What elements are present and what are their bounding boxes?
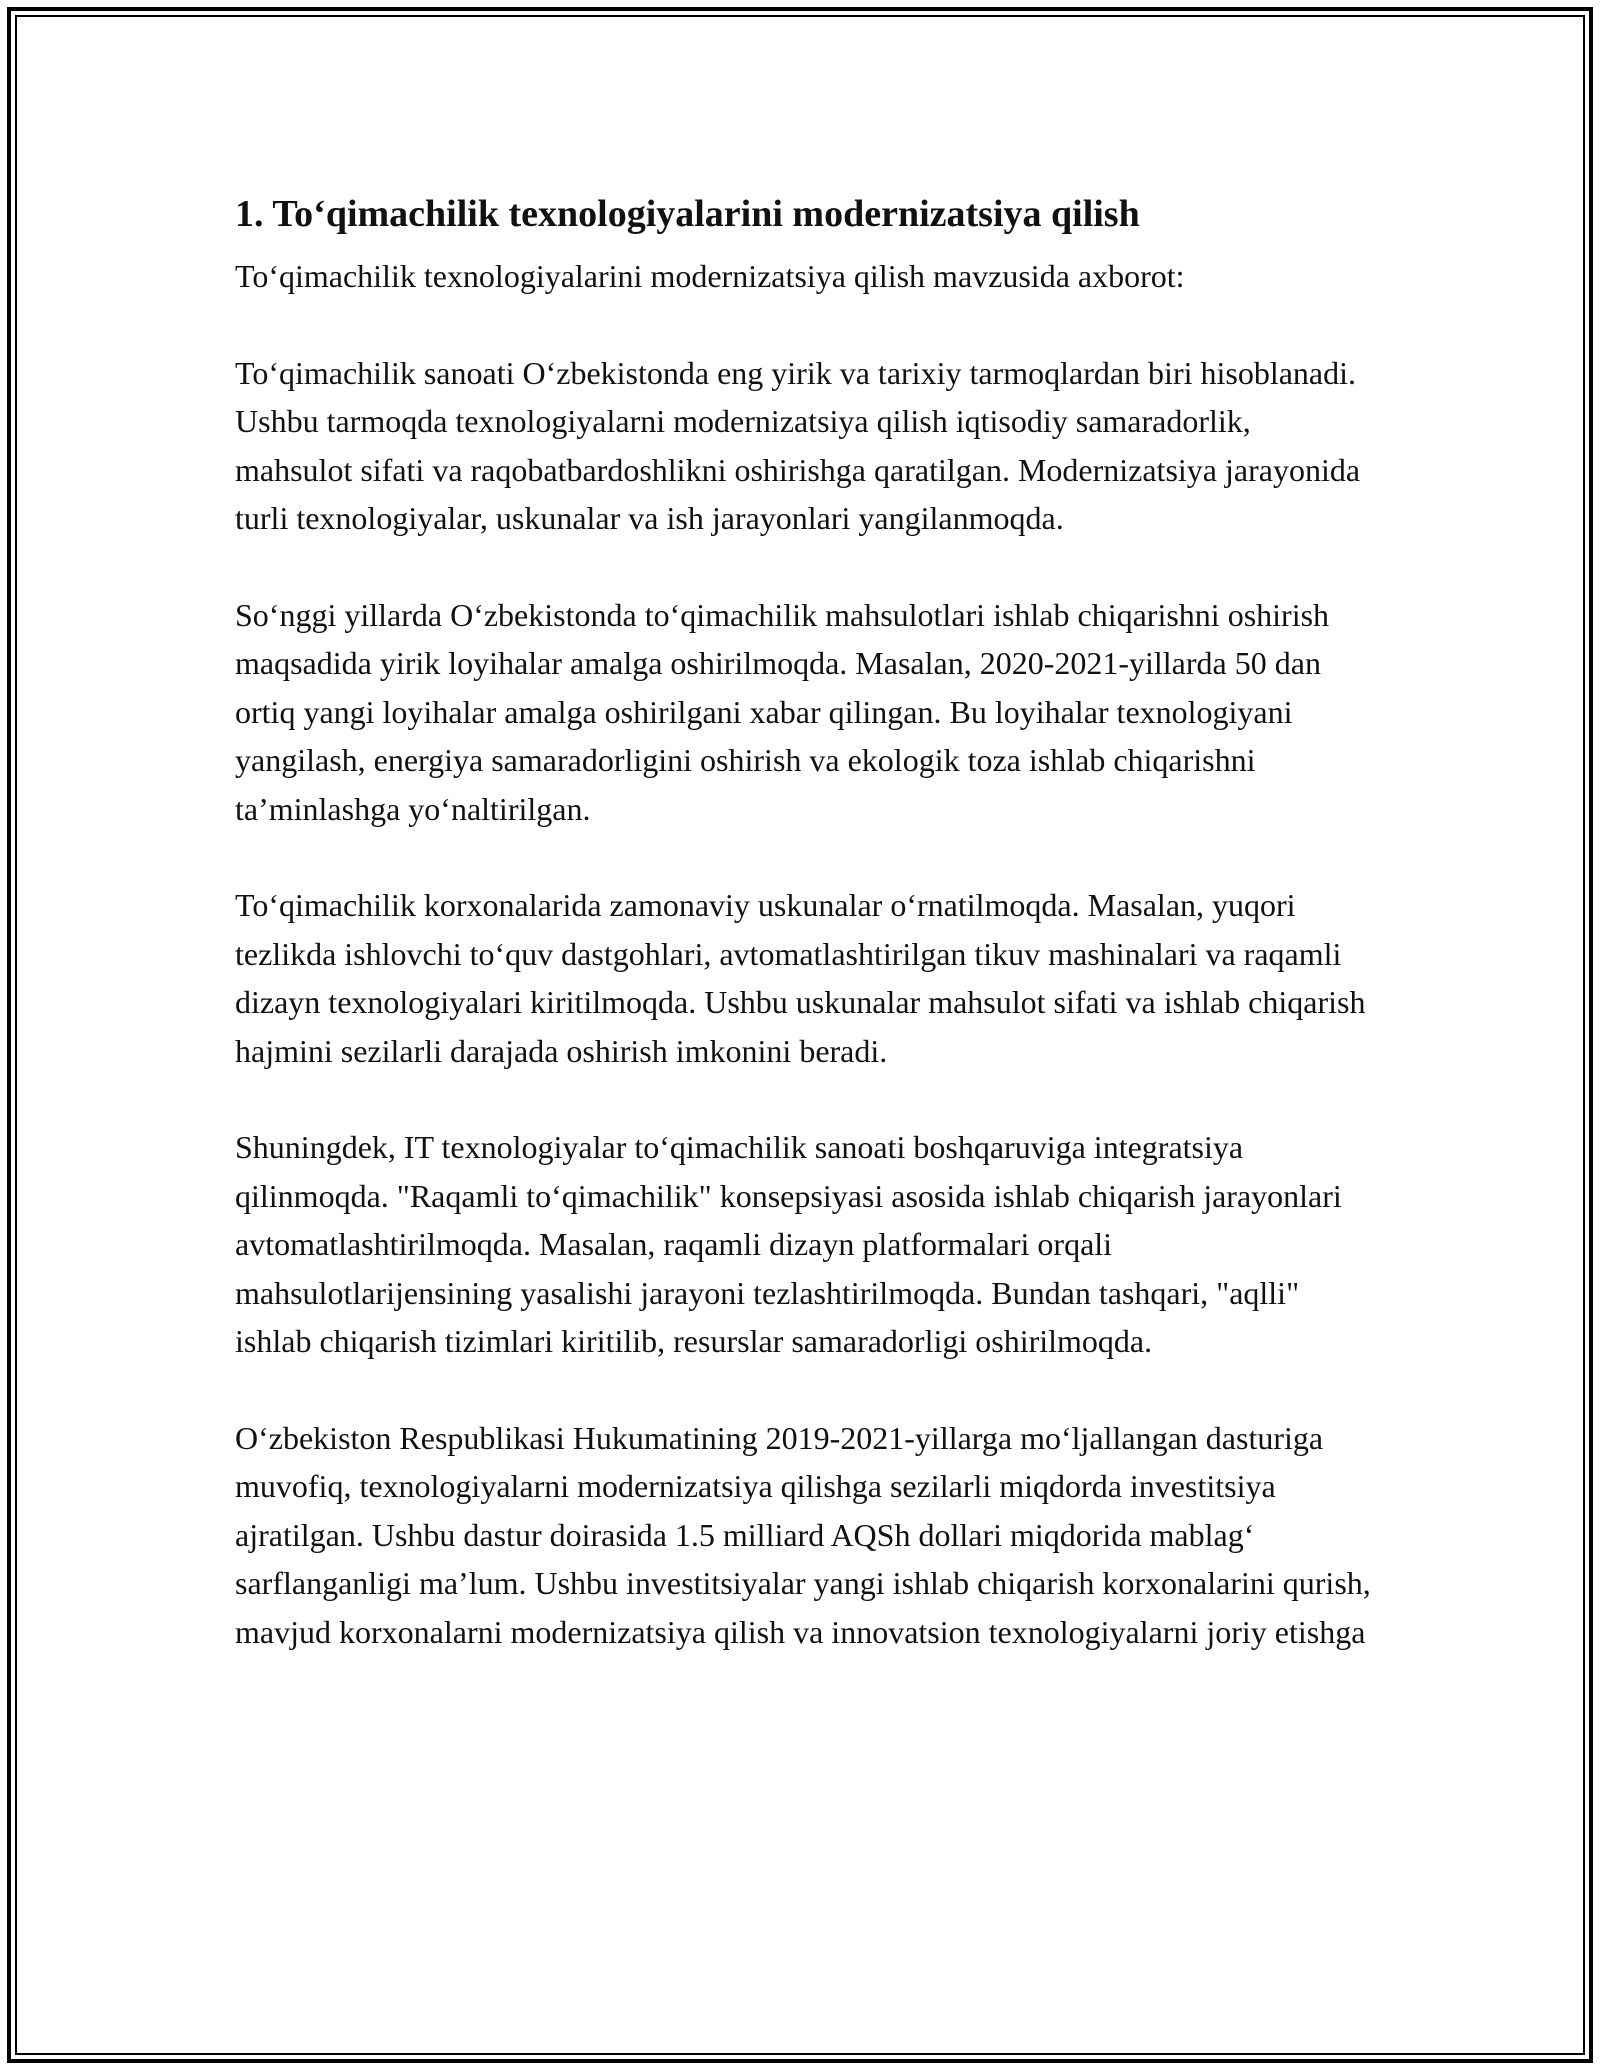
paragraph-4: Shuningdek, IT texnologiyalar to‘qimachilik sanoati boshqaruviga integratsiya qilinmoqda. "Raqamli to‘qimachilik" konsepsiyasi asosida ishlab chiqarish jarayonlari avtomatlashtirilmoqda. Masalan, raqamli dizayn platformalari orqali mahsulotlarijensining yasalishi jarayoni tezlashtirilmoqda. Bundan tashqari, "aqlli" ishlab chiqarish tizimlari kiritilib, resurslar samaradorligi oshirilmoqda. [235,1129,1342,1359]
document-body [235,188,1375,1656]
paragraph-3: To‘qimachilik korxonalarida zamonaviy uskunalar o‘rnatilmoqda. Masalan, yuqori tezlikda ishlovchi to‘quv dastgohlari, avtomatlashtirilgan tikuv mashinalari va raqamli dizayn texnologiyalari kiritilmoqda. Ushbu uskunalar mahsulot sifati va ishlab chiqarish hajmini sezilarli darajada oshirish imkonini beradi. [235,887,1366,1069]
paragraph-5: O‘zbekiston Respublikasi Hukumatining 2019-2021-yillarga mo‘ljallangan dasturiga muvofiq, texnologiyalarni modernizatsiya qilishga sezilarli miqdorda investitsiya ajratilgan. Ushbu dastur doirasida 1.5 milliard AQSh dollari miqdorida mablag‘ sarflanganligi ma’lum. Ushbu investitsiyalar yangi ishlab chiqarish korxonalarini qurish, mavjud korxonalarni modernizatsiya qilish va innovatsion texnologiyalarni joriy etishga [235,1419,1371,1650]
intro-line: To‘qimachilik texnologiyalarini modernizatsiya qilish mavzusida axborot: [235,258,1185,294]
paragraph-2: So‘nggi yillarda O‘zbekistonda to‘qimachilik mahsulotlari ishlab chiqarishni oshirish maqsadida yirik loyihalar amalga oshirilmoqda. Masalan, 2020-2021-yillarda 50 dan ortiq yangi loyihalar amalga oshirilgani xabar qilingan. Bu loyihalar texnologiyani yangilash, energiya samaradorligini oshirish va ekologik toza ishlab chiqarishni ta’minlashga yo‘naltirilgan. [235,596,1330,827]
section-heading: 1. To‘qimachilik texnologiyalarini modernizatsiya qilish [235,193,1140,235]
paragraph-1: To‘qimachilik sanoati O‘zbekistonda eng yirik va tarixiy tarmoqlardan biri hisoblanadi. Ushbu tarmoqda texnologiyalarni modernizatsiya qilish iqtisodiy samaradorlik, mahsulot sifati va raqobatbardoshlikni oshirishga qaratilgan. Modernizatsiya jarayonida turli texnologiyalar, uskunalar va ish jarayonlari yangilanmoqda. [235,354,1361,536]
